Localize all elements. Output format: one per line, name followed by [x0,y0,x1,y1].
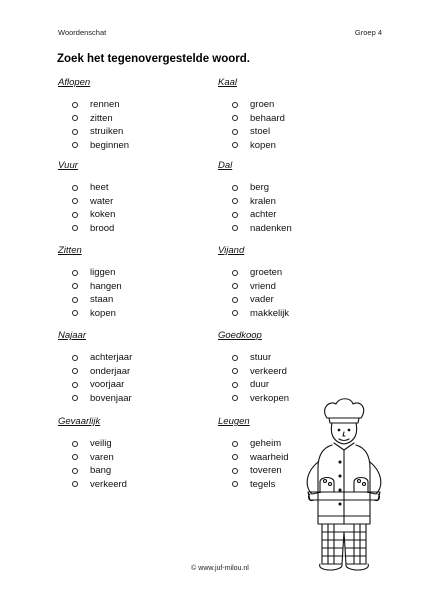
answer-label: achterjaar [90,352,133,363]
question-block-7 [218,160,348,235]
radio-circle-icon[interactable] [72,368,78,374]
answer-option[interactable] [232,365,348,379]
radio-circle-icon[interactable] [232,270,238,276]
answer-option[interactable] [232,181,348,195]
question-heading: Dal [218,160,233,171]
answer-label: water [90,195,114,207]
answer-label: onderjaar [90,365,131,377]
radio-circle-icon[interactable] [72,115,78,121]
baker-illustration [294,396,394,574]
answer-label: behaard [250,112,285,124]
radio-circle-icon[interactable] [72,454,78,460]
question-block-2 [58,160,188,235]
radio-circle-icon[interactable] [232,225,238,231]
question-heading: Gevaarlijk [58,416,101,427]
answer-option[interactable] [72,307,188,321]
answer-option[interactable] [232,378,348,392]
answer-label: kopen [250,139,276,151]
answer-option[interactable] [232,195,348,209]
radio-circle-icon[interactable] [72,129,78,135]
question-heading: Vuur [58,160,78,171]
question-block-1 [58,77,188,152]
radio-circle-icon[interactable] [232,185,238,191]
answer-option[interactable] [232,280,348,294]
answer-option[interactable] [72,112,188,126]
question-heading: Goedkoop [218,330,262,341]
question-heading: Aflopen [58,77,91,88]
radio-circle-icon[interactable] [72,297,78,303]
radio-circle-icon[interactable] [72,382,78,388]
question-heading: Kaal [218,77,238,88]
radio-circle-icon[interactable] [232,102,238,108]
answer-label: hangen [90,280,122,292]
question-block-3 [58,245,188,320]
header-grade: Groep 4 [354,28,382,37]
answer-option[interactable] [72,437,188,451]
answer-option[interactable] [72,464,188,478]
answer-label: koken [90,209,116,220]
answer-option[interactable] [232,208,348,222]
answer-label: vriend [250,280,276,292]
answer-label: vader [250,294,274,305]
answer-option[interactable] [72,280,188,294]
answer-label: nadenken [250,222,292,234]
answer-label: groeten [250,267,283,278]
radio-circle-icon[interactable] [72,225,78,231]
answer-label: duur [250,379,270,390]
answer-option[interactable] [72,222,188,236]
radio-circle-icon[interactable] [232,468,238,474]
radio-circle-icon[interactable] [72,142,78,148]
question-block-6 [218,77,348,152]
answer-option[interactable] [232,98,348,112]
answer-option[interactable] [232,351,348,365]
radio-circle-icon[interactable] [72,102,78,108]
radio-circle-icon[interactable] [232,395,238,401]
question-heading: Leugen [218,416,250,427]
radio-circle-icon[interactable] [72,481,78,487]
answer-label: rennen [90,99,120,110]
answer-option[interactable] [72,139,188,153]
answer-label: veilig [90,438,112,449]
answer-label: verkeerd [90,478,127,490]
question-heading: Najaar [58,330,86,341]
radio-circle-icon[interactable] [72,185,78,191]
radio-circle-icon[interactable] [72,283,78,289]
answer-label: struiken [90,126,124,137]
answer-option[interactable] [232,222,348,236]
page-title: Zoek het tegenovergestelde woord. [57,53,250,65]
question-block-8 [218,245,348,320]
answer-label: toveren [250,465,282,476]
radio-circle-icon[interactable] [232,129,238,135]
answer-option[interactable] [72,195,188,209]
answer-label: staan [90,294,114,305]
answer-label: beginnen [90,139,130,151]
answer-option[interactable] [72,293,188,307]
answer-option[interactable] [72,378,188,392]
answer-label: geheim [250,438,282,449]
radio-circle-icon[interactable] [72,198,78,204]
answer-option[interactable] [232,125,348,139]
answer-label: verkeerd [250,365,287,377]
answer-label: brood [90,222,115,234]
answer-option[interactable] [72,451,188,465]
radio-circle-icon[interactable] [72,395,78,401]
radio-circle-icon[interactable] [232,441,238,447]
radio-circle-icon[interactable] [232,368,238,374]
answer-label: kralen [250,195,276,207]
radio-circle-icon[interactable] [72,310,78,316]
answer-label: bovenjaar [90,392,132,404]
answer-option[interactable] [232,307,348,321]
answer-option[interactable] [72,208,188,222]
answer-label: verkopen [250,392,290,404]
answer-option[interactable] [72,365,188,379]
radio-circle-icon[interactable] [232,382,238,388]
radio-circle-icon[interactable] [232,481,238,487]
answer-option[interactable] [232,293,348,307]
radio-circle-icon[interactable] [72,212,78,218]
answer-label: stoel [250,126,271,137]
answer-label: achter [250,209,277,220]
footer-copyright: © www.juf-milou.nl [191,565,249,572]
question-block-9 [218,330,348,405]
answer-label: tegels [250,478,276,490]
answer-option[interactable] [72,351,188,365]
answer-option[interactable] [72,98,188,112]
radio-circle-icon[interactable] [232,454,238,460]
answer-label: liggen [90,267,116,278]
question-heading: Zitten [58,245,82,256]
answer-label: stuur [250,352,272,363]
radio-circle-icon[interactable] [232,115,238,121]
answer-label: makkelijk [250,307,290,319]
answer-label: kopen [90,307,116,319]
radio-circle-icon[interactable] [72,441,78,447]
answer-option[interactable] [232,266,348,280]
question-block-5 [58,416,188,491]
radio-circle-icon[interactable] [232,310,238,316]
answer-label: zitten [90,112,113,124]
radio-circle-icon[interactable] [232,283,238,289]
answer-option[interactable] [72,266,188,280]
header-subject: Woordenschat [58,28,107,37]
radio-circle-icon[interactable] [232,142,238,148]
answer-label: groen [250,99,275,110]
question-block-4 [58,330,188,405]
radio-circle-icon[interactable] [232,297,238,303]
radio-circle-icon[interactable] [232,212,238,218]
answer-option[interactable] [72,478,188,492]
question-heading: Vijand [218,245,245,256]
answer-option[interactable] [72,125,188,139]
answer-label: voorjaar [90,379,125,390]
radio-circle-icon[interactable] [232,355,238,361]
answer-label: waarheid [250,451,289,463]
radio-circle-icon[interactable] [72,468,78,474]
answer-label: varen [90,451,114,463]
answer-option[interactable] [232,139,348,153]
answer-label: berg [250,182,270,193]
answer-option[interactable] [232,112,348,126]
answer-option[interactable] [72,181,188,195]
radio-circle-icon[interactable] [72,270,78,276]
answer-label: bang [90,465,112,476]
answer-label: heet [90,182,109,193]
radio-circle-icon[interactable] [232,198,238,204]
answer-option[interactable] [72,392,188,406]
radio-circle-icon[interactable] [72,355,78,361]
